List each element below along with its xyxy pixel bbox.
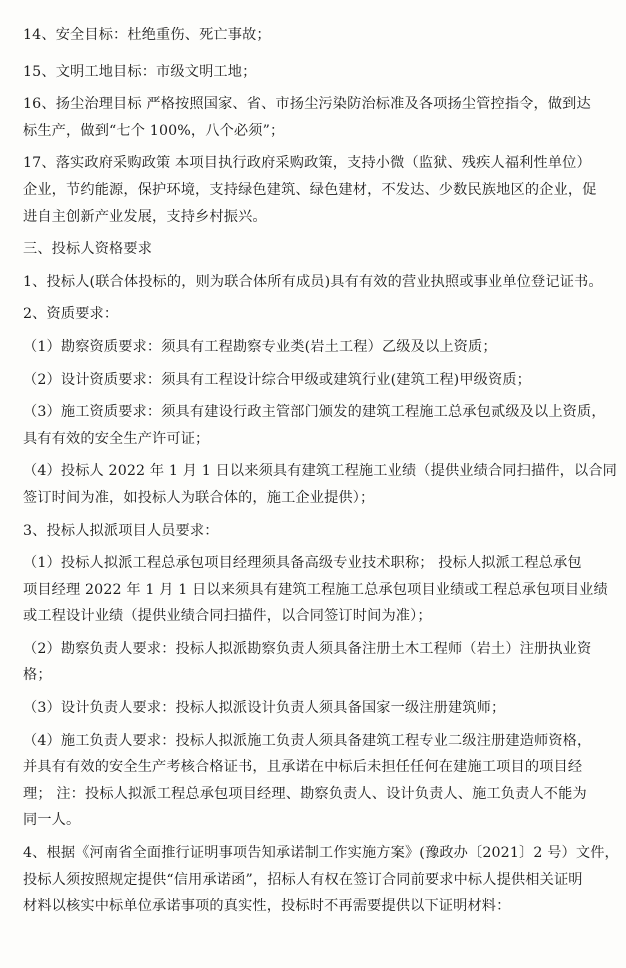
text-line: 进自主创新产业发展，支持乡村振兴。 — [23, 208, 267, 225]
text-line: 投标人须按照规定提供“信用承诺函”，招标人有权在签订合同前要求中标人提供相关证明 — [23, 871, 583, 888]
paragraph-q3-4 — [23, 728, 610, 834]
text-line: 17、落实政府采购政策 本项目执行政府采购政策，支持小微（监狱、残疾人福利性单位） — [23, 155, 591, 172]
paragraph-q3-1 — [23, 550, 610, 630]
text-line: 14、安全目标：杜绝重伤、死亡事故； — [23, 27, 271, 43]
paragraph-p16 — [23, 91, 610, 144]
paragraph-q1 — [23, 269, 610, 296]
text-line: 企业，节约能源，保护环境，支持绿色建筑、绿色建材，不发达、少数民族地区的企业，促 — [23, 181, 597, 198]
paragraph-p17 — [23, 150, 610, 230]
text-line: 具有有效的安全生产许可证； — [23, 430, 210, 447]
text-line: 1、投标人(联合体投标的，则为联合体所有成员)具有有效的营业执照或事业单位登记证书。 — [23, 273, 603, 290]
text-line: （4）施工负责人要求：投标人拟派施工负责人须具备建筑工程专业二级注册建造师资格， — [23, 732, 592, 749]
paragraph-q3-2 — [23, 636, 610, 689]
text-line: 三、投标人资格要求 — [23, 241, 153, 258]
text-line: 16、扬尘治理目标 严格按照国家、省、市扬尘污染防治标准及各项扬尘管控指令，做到达 — [23, 96, 591, 113]
text-line: 格； — [23, 667, 52, 684]
text-line: 3、投标人拟派项目人员要求： — [23, 522, 219, 539]
text-line: （2）设计资质要求：须具有工程设计综合甲级或建筑行业(建筑工程)甲级资质； — [23, 371, 532, 388]
paragraph-p14 — [23, 22, 610, 49]
paragraph-q4 — [23, 840, 619, 920]
paragraph-s3 — [23, 236, 610, 263]
paragraph-q3 — [23, 518, 610, 545]
text-line: （2）勘察负责人要求：投标人拟派勘察负责人须具备注册土木工程师（岩土）注册执业资 — [23, 640, 592, 657]
paragraph-q2-3 — [23, 399, 610, 452]
paragraph-q2 — [23, 301, 610, 328]
text-line: 标生产，做到“七个 100%，八个必须”； — [23, 122, 285, 139]
text-line: 理； 注：投标人拟派工程总承包项目经理、勘察负责人、设计负责人、施工负责人不能为 — [23, 785, 587, 802]
text-line: 同一人。 — [23, 812, 81, 829]
text-line: （3）施工资质要求：须具有建设行政主管部门颁发的建筑工程施工总承包贰级及以上资质， — [23, 404, 606, 421]
text-line: 签订时间为准，如投标人为联合体的，施工企业提供）； — [23, 489, 375, 506]
text-line: （1）勘察资质要求：须具有工程勘察专业类(岩土工程）乙级及以上资质； — [23, 338, 497, 355]
paragraph-q3-3 — [23, 695, 610, 722]
text-line: 并具有有效的安全生产考核合格证书，且承诺在中标后未担任任何在建施工项目的项目经 — [23, 759, 583, 776]
text-line: 2、资质要求： — [23, 306, 119, 323]
text-line: 4、根据《河南省全面推行证明事项告知承诺制工作实施方案》(豫政办〔2021〕2 号）文件， — [23, 845, 619, 862]
text-line: （1）投标人拟派工程总承包项目经理须具备高级专业技术职称； 投标人拟派工程总承包 — [23, 555, 582, 572]
text-line: 15、文明工地目标：市级文明工地； — [23, 63, 257, 80]
text-line: 或工程设计业绩（提供业绩合同扫描件，以合同签订时间为准）； — [23, 608, 432, 625]
text-line: （3）设计负责人要求：投标人拟派设计负责人须具备国家一级注册建筑师； — [23, 700, 506, 717]
paragraph-q2-4 — [23, 458, 618, 511]
paragraph-p15 — [23, 59, 610, 86]
paragraph-q2-1 — [23, 334, 610, 361]
text-line: （4）投标人 2022 年 1 月 1 日以来须具有建筑工程施工业绩（提供业绩合同扫描件，以合同 — [23, 463, 618, 480]
text-line: 材料以核实中标单位承诺事项的真实性，投标时不再需要提供以下证明材料： — [23, 898, 511, 915]
paragraph-q2-2 — [23, 367, 610, 394]
text-line: 项目经理 2022 年 1 月 1 日以来须具有建筑工程施工总承包项目业绩或工程总承包项目业绩 — [23, 581, 608, 598]
